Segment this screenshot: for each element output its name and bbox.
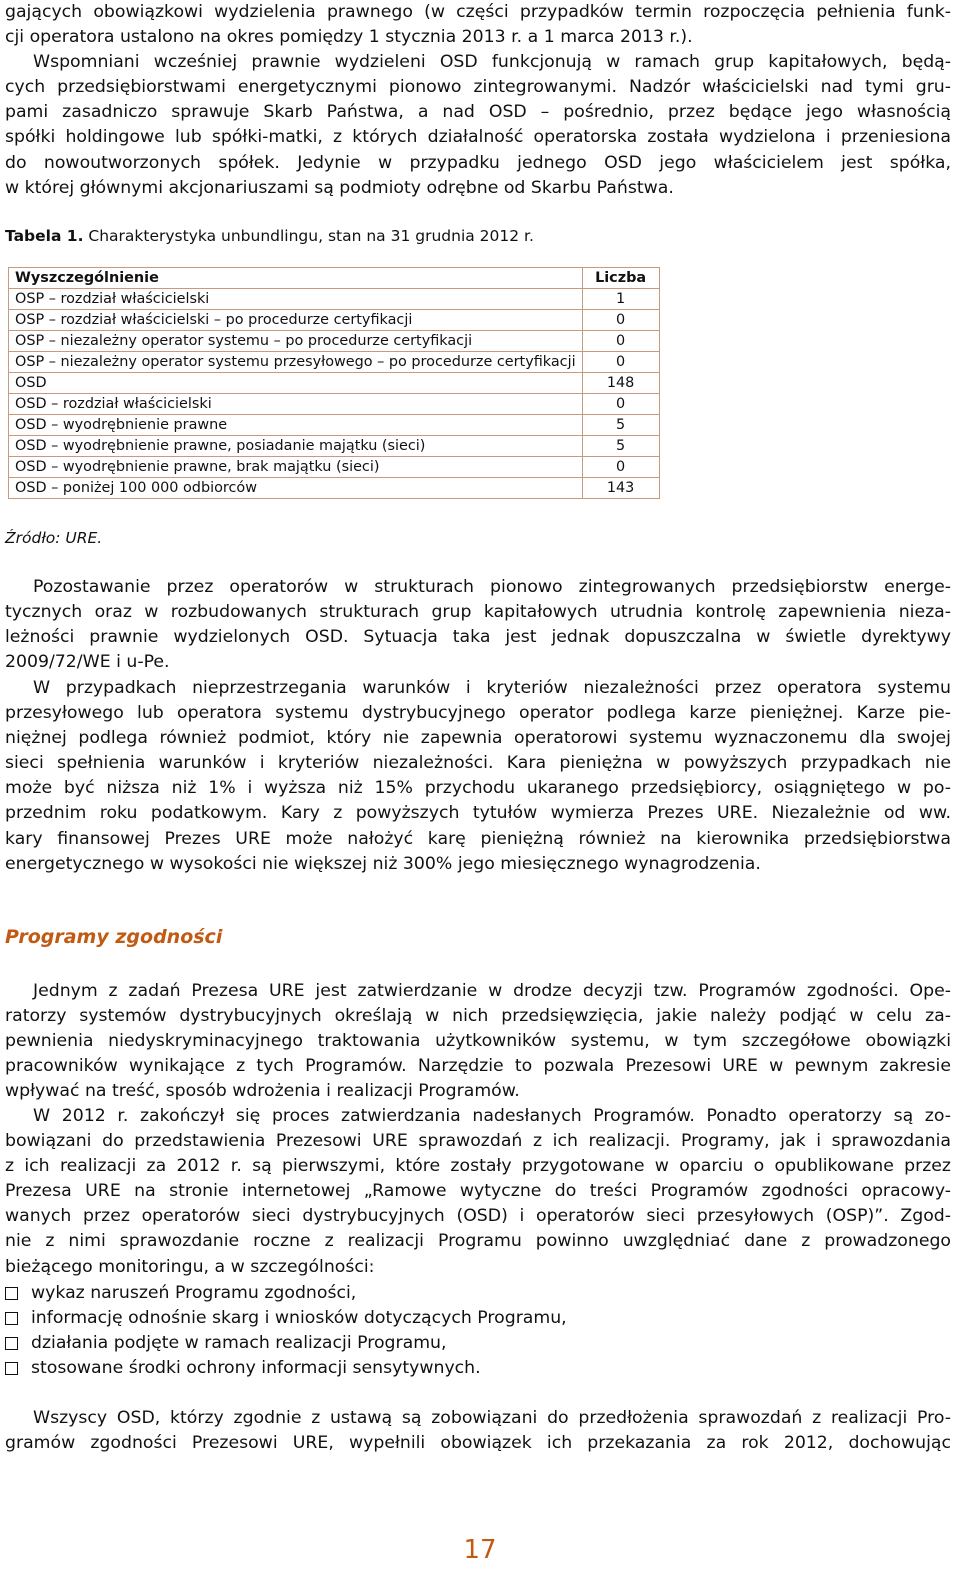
text-line: przesyłowego lub operatora systemu dystrybucyjnego operator podlega karze pieniężnej. Karze pie-: [5, 703, 951, 724]
row-value: 0: [582, 331, 659, 352]
list-item-text: wykaz naruszeń Programu zgodności,: [31, 1283, 357, 1303]
table-row: [9, 310, 660, 331]
text-line: może być niższa niż 1% i wyższa niż 15% przychodu ukaranego przedsiębiorcy, osiągniętego w po-: [5, 778, 951, 799]
text-line: Wspomniani wcześniej prawnie wydzieleni OSD funkcjonują w ramach grup kapitałowych, będą-: [33, 52, 951, 73]
checkbox-square-icon: [5, 1362, 18, 1375]
text-line: W przypadkach nieprzestrzegania warunków i kryteriów niezależności przez operatora systemu: [33, 678, 951, 698]
paragraph-unbundling-intro: [5, 0, 951, 201]
text-line: 2009/72/WE i u-Pe.: [5, 652, 170, 673]
row-label: OSD: [9, 373, 583, 394]
section-heading: Programy zgodności: [5, 926, 223, 948]
row-value: 0: [582, 310, 659, 331]
list-item: [5, 1331, 567, 1356]
paragraph-penalties: [5, 676, 951, 877]
row-label: OSD – wyodrębnienie prawne: [9, 415, 583, 436]
list-item: [5, 1306, 567, 1331]
table-row: [9, 457, 660, 478]
column-header-description: Wyszczególnienie: [9, 268, 583, 289]
row-value: 5: [582, 415, 659, 436]
paragraph-vertical-integration: [5, 575, 951, 675]
list-item: [5, 1281, 567, 1306]
table-caption-text: Charakterystyka unbundlingu, stan na 31 grudnia 2012 r.: [83, 227, 534, 245]
text-line: sieci spełnienia warunków i kryteriów niezależności. Kara pieniężna w powyższych przypadkach nie: [5, 753, 951, 774]
text-line: pracowników wynikające z tych Programów. Narzędzie to pozwala Prezesowi URE w pewnym zakresie: [5, 1056, 951, 1077]
row-value: 0: [582, 457, 659, 478]
text-line: Jednym z zadań Prezesa URE jest zatwierdzanie w drodze decyzji tzw. Programów zgodności. Ope-: [33, 981, 951, 1001]
text-line: Pozostawanie przez operatorów w strukturach pionowo zintegrowanych przedsiębiorstw energe-: [33, 577, 951, 597]
column-header-count: Liczba: [582, 268, 659, 289]
table-row: [9, 394, 660, 415]
text-line: wpływać na treść, sposób wdrożenia i realizacji Programów.: [5, 1081, 520, 1102]
text-line: energetycznego w wysokości nie większej niż 300% jego miesięcznego wynagrodzenia.: [5, 853, 761, 874]
text-line: gających obowiązkowi wydzielenia prawnego (w części przypadków termin rozpoczęcia pełnienia funk-: [5, 2, 951, 22]
checkbox-square-icon: [5, 1287, 18, 1300]
list-item: [5, 1356, 567, 1381]
row-label: OSP – niezależny operator systemu przesyłowego – po procedurze certyfikacji: [9, 352, 583, 373]
text-line: z ich realizacji za 2012 r. są pierwszymi, które zostały przygotowane w oparciu o opublikowane przez: [5, 1156, 951, 1177]
text-line: gramów zgodności Prezesowi URE, wypełnili obowiązek ich przekazania za rok 2012, dochowując: [5, 1433, 951, 1454]
row-value: 1: [582, 289, 659, 310]
table-caption: [5, 227, 534, 245]
table-row: [9, 352, 660, 373]
paragraph-reports: [5, 1406, 951, 1456]
row-value: 0: [582, 394, 659, 415]
text-line: Wszyscy OSD, którzy zgodnie z ustawą są zobowiązani do przedłożenia sprawozdań z realizacji Pro-: [33, 1408, 951, 1428]
text-line: w której głównymi akcjonariuszami są podmioty odrębne od Skarbu Państwa.: [5, 177, 674, 198]
table-row: [9, 478, 660, 499]
row-label: OSP – rozdział właścicielski – po procedurze certyfikacji: [9, 310, 583, 331]
list-item-text: działania podjęte w ramach realizacji Programu,: [31, 1333, 447, 1354]
table-caption-label: Tabela 1.: [5, 227, 84, 245]
row-label: OSD – poniżej 100 000 odbiorców: [9, 478, 583, 499]
text-line: nie z nimi sprawozdanie roczne z realizacji Programu powinno uwzględniać dane z prowadzonego: [5, 1231, 951, 1252]
table-source: Źródło: URE.: [5, 529, 103, 547]
checkbox-square-icon: [5, 1337, 18, 1350]
text-line: kary finansowej Prezes URE może nałożyć karę pieniężną również na kierownika przedsiębiorstwa: [5, 828, 951, 849]
table-row: [9, 289, 660, 310]
unbundling-table: [8, 267, 660, 499]
text-line: Prezesa URE na stronie internetowej „Ramowe wytyczne do treści Programów zgodności opracowy-: [5, 1181, 951, 1202]
monitoring-list: [5, 1281, 567, 1381]
text-line: ratorzy systemów dystrybucyjnych określają w nich przedsięwzięcia, jakie należy podjąć w celu za-: [5, 1006, 951, 1027]
row-label: OSP – rozdział właścicielski: [9, 289, 583, 310]
checkbox-square-icon: [5, 1312, 18, 1325]
table-header-row: [9, 268, 660, 289]
table-row: [9, 373, 660, 394]
text-line: niężnej podlega również podmiot, który nie zapewnia operatorowi systemu wyznaczonemu dla swojej: [5, 728, 951, 749]
table-row: [9, 436, 660, 457]
text-line: cych przedsiębiorstwami energetycznymi pionowo zintegrowanymi. Nadzór właścicielski nad tymi gru-: [5, 77, 951, 98]
row-value: 148: [582, 373, 659, 394]
text-line: pewnienia niedyskryminacyjnego traktowania użytkowników systemu, w tym szczegółowe obowiązki: [5, 1031, 951, 1052]
text-line: bowiązani do przedstawienia Prezesowi URE sprawozdań z ich realizacji. Programy, jak i sprawozdania: [5, 1131, 951, 1152]
text-line: do nowoutworzonych spółek. Jedynie w przypadku jednego OSD jego właścicielem jest spółka,: [5, 152, 951, 173]
row-label: OSD – wyodrębnienie prawne, posiadanie majątku (sieci): [9, 436, 583, 457]
text-line: leżności prawnie wydzielonych OSD. Sytuacja taka jest jednak dopuszczalna w świetle dyrektywy: [5, 627, 951, 648]
table-row: [9, 415, 660, 436]
list-item-text: informację odnośnie skarg i wniosków dotyczących Programu,: [31, 1308, 567, 1329]
list-item-text: stosowane środki ochrony informacji sensytywnych.: [31, 1358, 481, 1379]
row-value: 0: [582, 352, 659, 373]
text-line: bieżącego monitoringu, a w szczególności:: [5, 1256, 375, 1277]
paragraph-approval-2012: [5, 1104, 951, 1280]
row-label: OSD – rozdział właścicielski: [9, 394, 583, 415]
text-line: tycznych oraz w rozbudowanych strukturach grup kapitałowych utrudnia kontrolę zapewnienia nieza-: [5, 602, 951, 623]
row-label: OSD – wyodrębnienie prawne, brak majątku (sieci): [9, 457, 583, 478]
row-value: 143: [582, 478, 659, 499]
row-label: OSP – niezależny operator systemu – po procedurze certyfikacji: [9, 331, 583, 352]
text-line: W 2012 r. zakończył się proces zatwierdzania nadesłanych Programów. Ponadto operatorzy są zo-: [33, 1106, 951, 1126]
table-row: [9, 331, 660, 352]
row-value: 5: [582, 436, 659, 457]
text-line: wanych przez operatorów sieci dystrybucyjnych (OSD) i operatorów sieci przesyłowych (OSP)”. Zgod-: [5, 1206, 951, 1227]
text-line: pami zasadniczo sprawuje Skarb Państwa, a nad OSD – pośrednio, przez będące jego własnością: [5, 102, 951, 123]
text-line: cji operatora ustalono na okres pomiędzy 1 stycznia 2013 r. a 1 marca 2013 r.).: [5, 27, 693, 48]
text-line: spółki holdingowe lub spółki-matki, z których działalność operatorska została wydzielona i przeniesiona: [5, 127, 951, 148]
text-line: przednim roku podatkowym. Kary z powyższych tytułów wymierza Prezes URE. Niezależnie od ww.: [5, 803, 951, 824]
paragraph-compliance-programs: [5, 979, 951, 1104]
page-number: 17: [463, 1535, 497, 1565]
